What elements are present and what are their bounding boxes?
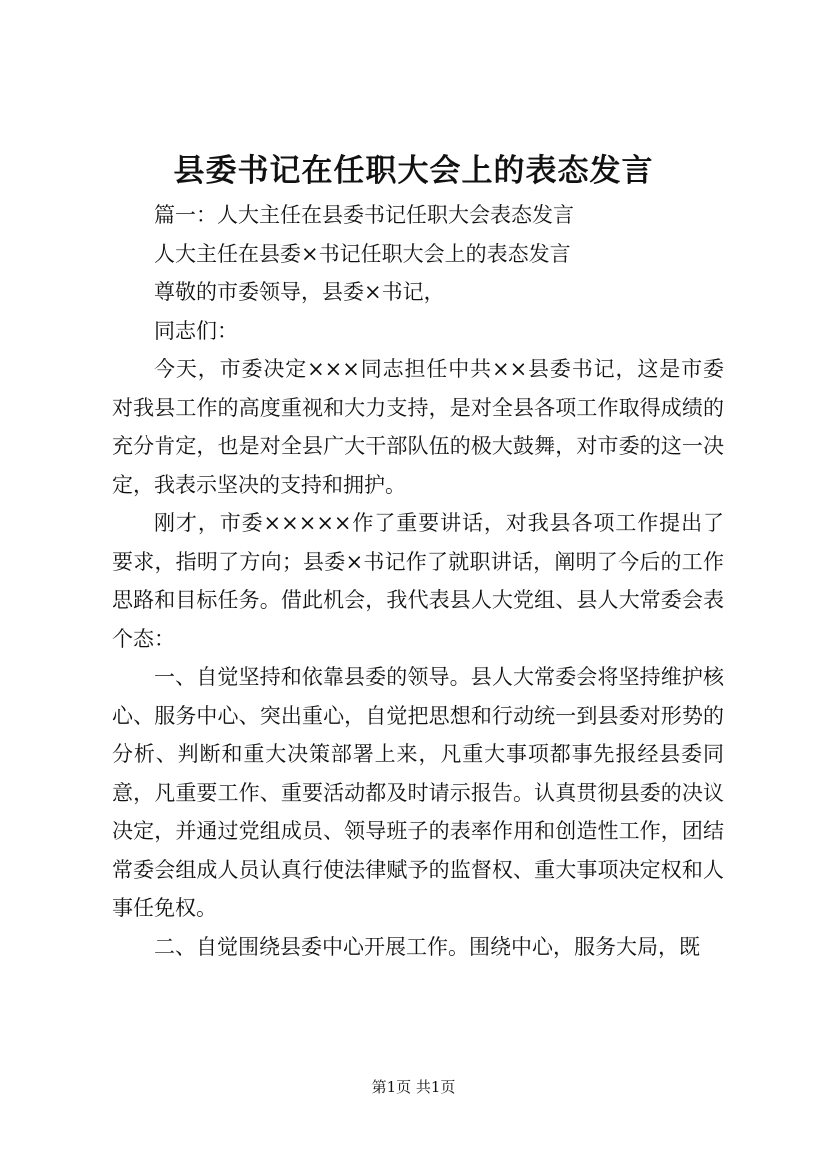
page-footer: 第1页 共1页 [371,1078,456,1096]
paragraph: 人大主任在县委×书记任职大会上的表态发言 [154,241,571,266]
paragraph: 篇一：人大主任在县委书记任职大会表态发言 [154,203,574,227]
document-body [112,196,724,966]
paragraph: 二、自觉围绕县委中心开展工作。围绕中心，服务大局，既 [154,934,700,959]
paragraph: 一、自觉坚持和依靠县委的领导。县人大常委会将坚持维护核心、服务中心、突出重心，自觉把思想和行动统一到县委对形势的分析、判断和重大决策部署上来，凡重大事项都事先报经县委同意，凡重要工作、重要活动都及时请示报告。认真贯彻县委的决议决定，并通过党组成员、领导班子的表率作用和创造性工作，团结常委会组成人员认真行使法律赋予的监督权、重大事项决定权和人事任免权。 [112,665,724,920]
paragraph: 同志们： [154,318,238,343]
paragraph: 刚才，市委×××××作了重要讲话，对我县各项工作提出了要求，指明了方向；县委×书记作了就职讲话，阐明了今后的工作思路和目标任务。借此机会，我代表县人大党组、县人大常委会表个态： [112,511,724,651]
document-title: 县委书记在任职大会上的表态发言 [173,153,654,189]
paragraph: 尊敬的市委领导，县委×书记， [154,280,445,304]
paragraph: 今天，市委决定×××同志担任中共××县委书记，这是市委对我县工作的高度重视和大力支持，是对全县各项工作取得成绩的充分肯定，也是对全县广大干部队伍的极大鼓舞，对市委的这一决定，我表示坚决的支持和拥护。 [112,357,724,497]
